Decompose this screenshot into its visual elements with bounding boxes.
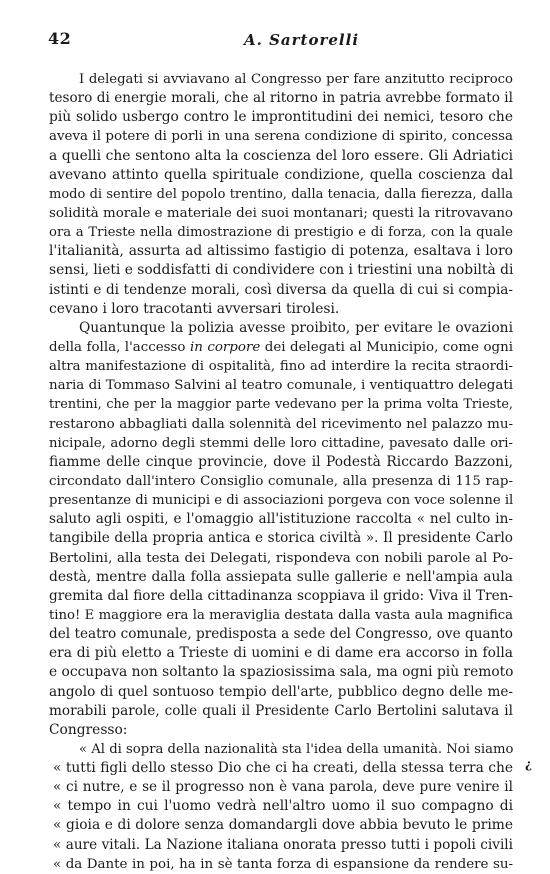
- text-line: e occupava non soltanto la spaziosissima sala, ma ogni più remoto: [49, 664, 514, 681]
- text-line: tesoro di energie morali, che al ritorno in patria avrebbe formato il: [49, 90, 513, 107]
- quote-line: « aure vitali. La Nazione italiana onorata presso tutti i popoli civili: [53, 836, 513, 853]
- text-line: istinti e di tendenze morali, così diversa da quella di cui si compia-: [49, 281, 513, 298]
- text-line: avevano attinto quella spirituale condizione, quella coscienza dal: [49, 166, 513, 183]
- text-line: gremita dal fiore della cittadinanza scoppiava il grido: Viva il Tren-: [49, 587, 513, 604]
- text-line: destà, mentre dalla folla assiepata sulle gallerie e nell'ampia aula: [49, 568, 513, 585]
- text-line: naria di Tommaso Salvini al teatro comunale, i ventiquattro delegati: [49, 378, 513, 394]
- text-line: sensi, lieti e soddisfatti di condividere con i triestini una nobiltà di: [49, 262, 514, 279]
- quote-line: « Al di sopra della nazionalità sta l'idea della umanità. Noi siamo: [79, 741, 514, 757]
- text-line: più solido usbergo contro le improntitudini dei nemici, tesoro che: [49, 109, 513, 126]
- text-line: tangibile della propria antica e storica civiltà ». Il presidente Carlo: [49, 530, 513, 547]
- text-line: modo di sentire del popolo trentino, dalla tenacia, dalla fierezza, dalla: [49, 186, 513, 202]
- text-line: angolo di quel sontuoso tempio dell'arte, pubblico degno delle me-: [49, 683, 513, 700]
- text-line: altra manifestazione di ospitalità, fino ad interdire la recita straordi-: [49, 359, 513, 375]
- text-line: saluto agli ospiti, e l'omaggio all'istituzione raccolta « nel culto in-: [49, 511, 513, 528]
- text-line: aveva il potere di porli in una serena condizione di spirito, concessa: [49, 129, 513, 145]
- text-line: della folla, l'accesso in corpore dei delegati al Municipio, come ogni: [49, 339, 513, 355]
- text-line: l'italianità, assurta ad altissimo fastigio di potenza, esaltava i loro: [49, 243, 513, 260]
- text-line: ora a Trieste nella dimostrazione di prestigio e di forza, con la quale: [49, 225, 513, 241]
- text-line: era di più eletto a Trieste di uomini e di dame era accorso in folla: [49, 645, 513, 662]
- text-line: del teatro comunale, predisposta a sede del Congresso, ove quanto: [49, 626, 513, 643]
- text-line: nicipale, adorno degli stemmi delle loro cittadine, pavesato dalle ori-: [49, 435, 513, 451]
- text-line: Quantunque la polizia avesse proibito, per evitare le ovazioni: [79, 319, 513, 336]
- text-line: cevano i loro tracotanti avversari tirolesi.: [49, 300, 340, 317]
- text-line: solidità morale e materiale dei suoi montanari; questi la ritrovavano: [49, 205, 513, 221]
- quote-line: « tempo in cui l'uomo vedrà nell'altro uomo il suo compagno di: [53, 798, 513, 815]
- quote-line: « gioia e di dolore senza domandargli dove abbia bevuto le prime: [53, 817, 513, 834]
- text-line: morabili parole, colle quali il Presidente Carlo Bertolini salutava il: [49, 702, 513, 719]
- body-text: [49, 70, 513, 874]
- page-header: [30, 29, 515, 53]
- text-line: restarono abbagliati dalla solennità del ricevimento nel palazzo mu-: [49, 416, 513, 432]
- text-line: a quelli che sentono alta la coscienza del loro essere. Gli Adriatici: [49, 147, 513, 164]
- page-number: 42: [48, 29, 72, 48]
- margin-mark: ¿: [525, 757, 533, 771]
- text-line: trentini, che per la maggior parte vedevano per la prima volta Trieste,: [49, 397, 513, 413]
- text-line: I delegati si avviavano al Congresso per fare anzitutto reciproco: [79, 72, 513, 87]
- text-line: Bertolini, alla testa dei Delegati, rispondeva con nobili parole al Po-: [49, 550, 513, 566]
- quote-line: « tutti figli dello stesso Dio che ci ha creati, della stessa terra che: [53, 760, 513, 777]
- quote-line: « da Dante in poi, ha in sè tanta forza di espansione da rendere su-: [53, 856, 513, 872]
- running-head: A. Sartorelli: [244, 31, 360, 49]
- text-line: presentanze di municipi e di associazioni porgeva con voce solenne il: [49, 493, 514, 509]
- text-line: fiamme delle cinque provincie, dove il Podestà Riccardo Bazzoni,: [49, 453, 513, 470]
- text-line: circondato dall'intero Consiglio comunale, alla presenza di 115 rap-: [49, 473, 513, 489]
- text-line: tino! E maggiore era la meraviglia destata dalla vasta aula magnifica: [49, 607, 513, 623]
- text-line: Congresso:: [49, 721, 128, 738]
- quote-line: « ci nutre, e se il progresso non è vana parola, deve pure venire il: [53, 779, 513, 796]
- italic-phrase: in corpore: [189, 339, 261, 355]
